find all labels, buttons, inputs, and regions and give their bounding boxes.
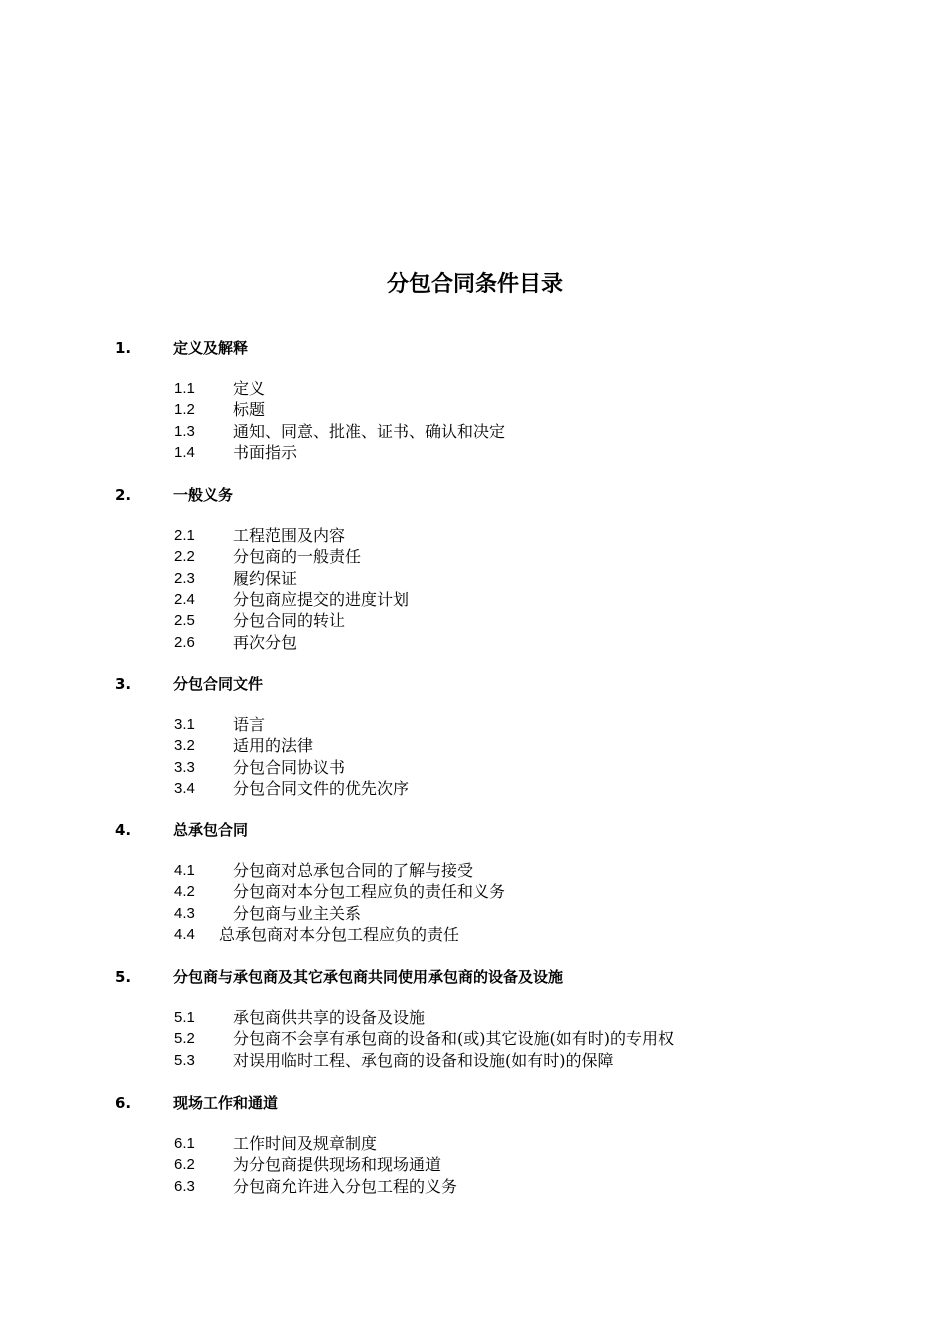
toc-item-text: 工程范围及内容 xyxy=(233,526,346,545)
toc-item-text: 分包商与业主关系 xyxy=(233,903,362,923)
toc-item-number: 5.3 xyxy=(174,1051,195,1069)
toc-item-number: 4.1 xyxy=(174,862,195,879)
toc-item-number: 3.2 xyxy=(174,737,195,755)
toc-item-number: 2.4 xyxy=(174,590,195,608)
toc-item-text: 定义 xyxy=(233,379,266,398)
toc-item-number: 3.4 xyxy=(174,779,195,797)
section-number: 6. xyxy=(115,1094,132,1112)
toc-item-text: 分包商对总承包合同的了解与接受 xyxy=(233,861,474,880)
toc-item-number: 6.2 xyxy=(174,1156,195,1174)
toc-item-text: 分包商应提交的进度计划 xyxy=(233,589,410,609)
toc-item-text: 书面指示 xyxy=(233,442,298,462)
toc-item-text: 通知、同意、批准、证书、确认和决定 xyxy=(233,421,506,441)
toc-item-number: 5.1 xyxy=(174,1009,195,1026)
toc-item-number: 2.3 xyxy=(174,569,195,587)
toc-item-number: 4.2 xyxy=(174,883,195,901)
toc-item-text: 总承包商对本分包工程应负的责任 xyxy=(219,924,460,944)
toc-item-number: 1.2 xyxy=(174,401,195,419)
toc-item-text: 承包商供共享的设备及设施 xyxy=(233,1008,426,1027)
toc-item-number: 2.6 xyxy=(174,633,195,651)
toc-item-number: 2.2 xyxy=(174,548,195,566)
section-number: 1. xyxy=(115,339,132,357)
toc-item-number: 5.2 xyxy=(174,1030,195,1048)
toc-item-text: 适用的法律 xyxy=(233,736,314,756)
toc-item-text: 分包商允许进入分包工程的义务 xyxy=(233,1176,458,1196)
section-title: 一般义务 xyxy=(173,486,234,504)
section-title: 总承包合同 xyxy=(173,821,249,839)
page-title: 分包合同条件目录 xyxy=(386,272,563,297)
toc-item-text: 分包合同文件的优先次序 xyxy=(233,778,410,798)
section-number: 4. xyxy=(115,821,132,839)
section-title: 分包合同文件 xyxy=(173,675,264,693)
toc-item-number: 6.1 xyxy=(174,1135,195,1152)
toc-item-number: 2.1 xyxy=(174,527,195,544)
section-number: 3. xyxy=(115,675,132,693)
toc-item-number: 2.5 xyxy=(174,612,195,630)
section-number: 2. xyxy=(115,486,132,504)
toc-item-number: 4.3 xyxy=(174,904,195,922)
toc-item-number: 1.1 xyxy=(174,380,195,397)
toc-item-number: 6.3 xyxy=(174,1177,195,1195)
toc-item-text: 分包合同协议书 xyxy=(233,757,346,777)
section-title: 分包商与承包商及其它承包商共同使用承包商的设备及设施 xyxy=(173,968,564,986)
toc-item-text: 对误用临时工程、承包商的设备和设施(如有时)的保障 xyxy=(233,1050,614,1070)
toc-item-number: 1.4 xyxy=(174,443,195,461)
toc-item-text: 分包商的一般责任 xyxy=(233,547,362,567)
toc-item-number: 3.1 xyxy=(174,716,195,733)
toc-item-text: 再次分包 xyxy=(233,632,298,652)
toc-item-number: 3.3 xyxy=(174,758,195,776)
toc-item-text: 为分包商提供现场和现场通道 xyxy=(233,1155,442,1175)
toc-item-text: 分包商不会享有承包商的设备和(或)其它设施(如有时)的专用权 xyxy=(233,1029,674,1049)
toc-item-text: 标题 xyxy=(233,400,266,420)
toc-item-text: 分包合同的转让 xyxy=(233,611,346,631)
section-title: 现场工作和通道 xyxy=(173,1094,279,1112)
toc-item-text: 分包商对本分包工程应负的责任和义务 xyxy=(233,882,506,902)
toc-item-text: 工作时间及规章制度 xyxy=(233,1134,378,1153)
toc-item-number: 4.4 xyxy=(174,925,195,943)
toc-item-number: 1.3 xyxy=(174,422,195,440)
section-number: 5. xyxy=(115,968,132,986)
section-title: 定义及解释 xyxy=(173,339,249,357)
toc-item-text: 履约保证 xyxy=(233,568,298,588)
toc-item-text: 语言 xyxy=(233,715,266,734)
